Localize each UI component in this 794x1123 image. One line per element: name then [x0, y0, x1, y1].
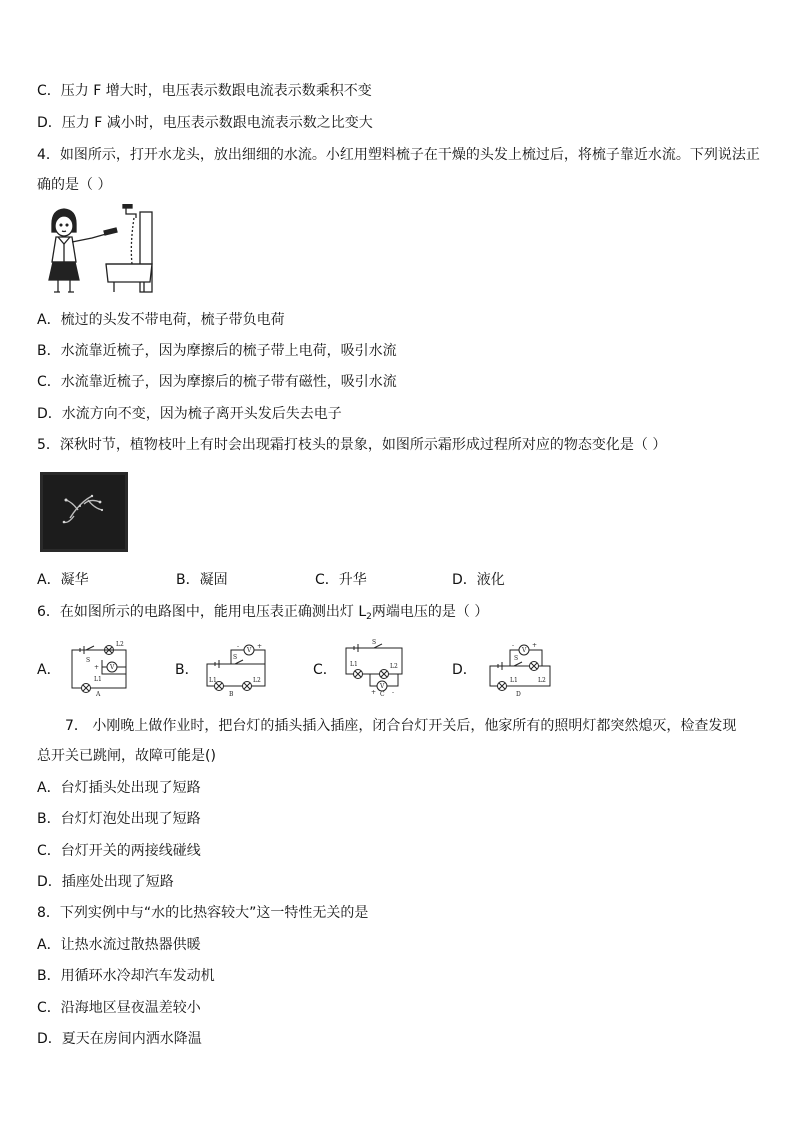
q6-option-d-label: D． [452, 662, 477, 678]
q7-stem-line2: 总开关已跳闸，故障可能是() [37, 748, 216, 764]
q5-option-d: D．液化 [452, 572, 505, 588]
q7-option-c: C．台灯开关的两接线碰线 [37, 843, 201, 859]
frost-branch-photo [40, 472, 128, 552]
q3-option-d: D．压力 F 减小时，电压表示数跟电流表示数之比变大 [37, 115, 373, 131]
q8-option-c: C．沿海地区昼夜温差较小 [37, 1000, 201, 1016]
q4-option-d: D．水流方向不变，因为梳子离开头发后失去电子 [37, 406, 342, 422]
circuit-b-l2-label: L2 [253, 677, 261, 684]
q4-stem-line1: 4．如图所示，打开水龙头，放出细细的水流。小红用塑料梳子在干燥的头发上梳过后，将梳子靠近水流。下列说法正 [37, 147, 760, 163]
girl-comb-faucet-illustration [44, 204, 156, 296]
q6-option-b-label: B． [175, 662, 199, 678]
circuit-b-minus-label: - [237, 643, 240, 650]
q8-option-d: D．夏天在房间内洒水降温 [37, 1031, 202, 1047]
circuit-diagram-a [66, 640, 132, 696]
circuit-d-plus-label: + [532, 642, 538, 649]
circuit-diagram-c [340, 638, 408, 696]
circuit-b-caption: B [229, 691, 234, 696]
q7-stem-line1: 7． 小刚晚上做作业时，把台灯的插头插入插座，闭合台灯开关后，他家所有的照明灯都突然熄灭，检查发现 [65, 718, 737, 734]
circuit-diagram-b [201, 640, 271, 696]
q4-option-b: B．水流靠近梳子，因为摩擦后的梳子带上电荷，吸引水流 [37, 343, 397, 359]
circuit-c-switch-label: S [372, 639, 377, 646]
circuit-c-l1-label: L1 [350, 661, 358, 668]
q7-option-d: D．插座处出现了短路 [37, 874, 174, 890]
circuit-d-minus-label: - [512, 642, 515, 649]
circuit-c-l2-label: L2 [390, 663, 398, 670]
q6-option-a-label: A． [37, 662, 61, 678]
circuit-a-l1-label: L1 [94, 676, 102, 683]
circuit-d-voltmeter-label: V [522, 647, 527, 654]
q7-option-b: B．台灯灯泡处出现了短路 [37, 811, 201, 827]
q4-stem-line2: 确的是（ ） [37, 177, 112, 193]
q3-option-c: C．压力 F 增大时，电压表示数跟电流表示数乘积不变 [37, 83, 372, 99]
circuit-a-plus-label: + [94, 664, 100, 671]
q7-option-a: A．台灯插头处出现了短路 [37, 780, 201, 796]
q5-options-row [37, 570, 737, 590]
circuit-b-switch-label: S [233, 654, 238, 661]
circuit-d-switch-label: S [514, 655, 519, 662]
circuit-a-l2-label: L2 [116, 641, 124, 648]
q6-option-c-label: C． [313, 662, 337, 678]
circuit-d-caption: D [516, 691, 521, 696]
q4-option-a: A．梳过的头发不带电荷，梳子带负电荷 [37, 312, 285, 328]
q6-stem: 6．在如图所示的电路图中，能用电压表正确测出灯 $L_2$两端电压的是（ ） [37, 604, 489, 622]
circuit-a-caption: A [96, 691, 101, 696]
circuit-diagram-d [484, 640, 556, 696]
circuit-a-switch-label: S [86, 657, 91, 664]
q5-option-c: C．升华 [315, 572, 367, 588]
circuit-d-l2-label: L2 [538, 677, 546, 684]
circuit-c-voltmeter-label: V [380, 683, 385, 690]
q8-stem: 8．下列实例中与“水的比热容较大”这一特性无关的是 [37, 905, 369, 921]
q5-option-a: A．凝华 [37, 572, 89, 588]
q5-option-b: B．凝固 [176, 572, 228, 588]
q5-stem: 5．深秋时节，植物枝叶上有时会出现霜打枝头的景象，如图所示霜形成过程所对应的物态变化是（ ） [37, 437, 667, 453]
q4-option-c: C．水流靠近梳子，因为摩擦后的梳子带有磁性，吸引水流 [37, 374, 397, 390]
circuit-d-l1-label: L1 [510, 677, 518, 684]
q8-option-a: A．让热水流过散热器供暖 [37, 937, 201, 953]
circuit-c-caption: C [380, 691, 385, 696]
q8-option-b: B．用循环水冷却汽车发动机 [37, 968, 215, 984]
circuit-c-minus-label: - [392, 689, 395, 696]
circuit-b-voltmeter-label: V [247, 647, 252, 654]
circuit-c-plus-label: + [371, 689, 377, 696]
circuit-b-plus-label: + [257, 643, 263, 650]
circuit-a-voltmeter-label: V [110, 664, 115, 671]
circuit-b-l1-label: L1 [209, 677, 217, 684]
